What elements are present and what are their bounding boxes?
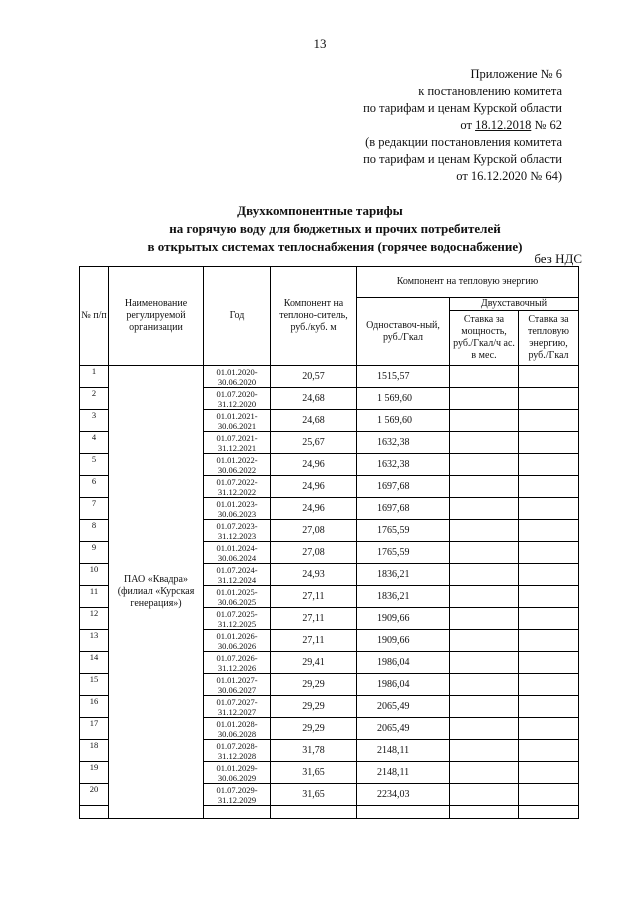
appendix-line: Приложение № 6 (470, 67, 562, 81)
carrier-component-cell: 27,08 (271, 542, 357, 564)
row-number: 9 (80, 542, 109, 564)
carrier-component-cell: 27,11 (271, 608, 357, 630)
energy-rate-cell (519, 520, 579, 542)
period-cell: 01.01.2023-30.06.2023 (204, 498, 271, 520)
carrier-component-cell: 29,41 (271, 652, 357, 674)
capacity-rate-cell (450, 542, 519, 564)
single-rate-cell: 1909,66 (357, 630, 450, 652)
capacity-rate-cell (450, 630, 519, 652)
period-cell: 01.01.2029-30.06.2029 (204, 762, 271, 784)
carrier-component-cell: 29,29 (271, 718, 357, 740)
single-rate-cell: 1697,68 (357, 476, 450, 498)
single-rate-cell: 2148,11 (357, 740, 450, 762)
period-cell: 01.07.2027-31.12.2027 (204, 696, 271, 718)
carrier-component-cell: 24,96 (271, 498, 357, 520)
row-number: 13 (80, 630, 109, 652)
single-rate-cell: 1515,57 (357, 366, 450, 388)
capacity-rate-cell (450, 388, 519, 410)
capacity-rate-cell (450, 520, 519, 542)
energy-rate-cell (519, 652, 579, 674)
organization-name: ПАО «Квадра» (филиал «Курская генерация») (109, 366, 204, 819)
capacity-rate-cell (450, 586, 519, 608)
period-cell: 01.01.2025-30.06.2025 (204, 586, 271, 608)
carrier-component-cell: 24,68 (271, 388, 357, 410)
carrier-component-cell: 24,68 (271, 410, 357, 432)
single-rate-cell: 1632,38 (357, 454, 450, 476)
page-number: 13 (313, 36, 327, 51)
energy-rate-cell (519, 542, 579, 564)
period-cell: 01.07.2023-31.12.2023 (204, 520, 271, 542)
period-cell: 01.07.2021-31.12.2021 (204, 432, 271, 454)
period-cell: 01.01.2027-30.06.2027 (204, 674, 271, 696)
single-rate-cell: 1632,38 (357, 432, 450, 454)
appendix-line: к постановлению комитета (418, 84, 562, 98)
capacity-rate-cell (450, 366, 519, 388)
empty-cell (450, 806, 519, 819)
capacity-rate-cell (450, 410, 519, 432)
header-single: Одноставоч-ный, руб./Гкал (357, 298, 450, 366)
header-capacity: Ставка за мощность, руб./Гкал/ч ас. в мес. (450, 311, 519, 366)
row-number: 8 (80, 520, 109, 542)
table-row (80, 366, 579, 388)
vat-note: без НДС (534, 251, 582, 266)
single-rate-cell: 2065,49 (357, 696, 450, 718)
carrier-component-cell: 25,67 (271, 432, 357, 454)
row-number: 20 (80, 784, 109, 806)
capacity-rate-cell (450, 476, 519, 498)
energy-rate-cell (519, 674, 579, 696)
carrier-component-cell: 29,29 (271, 696, 357, 718)
single-rate-cell: 1909,66 (357, 608, 450, 630)
period-cell: 01.01.2026-30.06.2026 (204, 630, 271, 652)
energy-rate-cell (519, 630, 579, 652)
row-number: 10 (80, 564, 109, 586)
period-cell: 01.07.2024-31.12.2024 (204, 564, 271, 586)
title-line: Двухкомпонентные тарифы (237, 203, 403, 218)
single-rate-cell: 1986,04 (357, 652, 450, 674)
row-number: 6 (80, 476, 109, 498)
row-number: 2 (80, 388, 109, 410)
capacity-rate-cell (450, 696, 519, 718)
row-number: 5 (80, 454, 109, 476)
row-number: 14 (80, 652, 109, 674)
carrier-component-cell: 24,96 (271, 454, 357, 476)
row-number: 16 (80, 696, 109, 718)
period-cell: 01.01.2024-30.06.2024 (204, 542, 271, 564)
energy-rate-cell (519, 498, 579, 520)
energy-rate-cell (519, 608, 579, 630)
row-number: 15 (80, 674, 109, 696)
capacity-rate-cell (450, 432, 519, 454)
single-rate-cell: 1836,21 (357, 564, 450, 586)
capacity-rate-cell (450, 784, 519, 806)
row-number: 7 (80, 498, 109, 520)
appendix-line: (в редакции постановления комитета (365, 135, 562, 149)
capacity-rate-cell (450, 608, 519, 630)
header-carrier: Компонент на теплоно-ситель, руб./куб. м (271, 267, 357, 366)
single-rate-cell: 1697,68 (357, 498, 450, 520)
carrier-component-cell: 29,29 (271, 674, 357, 696)
period-cell: 01.07.2022-31.12.2022 (204, 476, 271, 498)
appendix-line: по тарифам и ценам Курской области (363, 152, 562, 166)
single-rate-cell: 1 569,60 (357, 388, 450, 410)
row-number: 4 (80, 432, 109, 454)
energy-rate-cell (519, 454, 579, 476)
empty-cell (271, 806, 357, 819)
empty-cell (80, 806, 109, 819)
period-cell: 01.07.2025-31.12.2025 (204, 608, 271, 630)
single-rate-cell: 1 569,60 (357, 410, 450, 432)
carrier-component-cell: 31,78 (271, 740, 357, 762)
energy-rate-cell (519, 410, 579, 432)
period-cell: 01.01.2021-30.06.2021 (204, 410, 271, 432)
carrier-component-cell: 31,65 (271, 784, 357, 806)
header-org: Наименование регулируемой организации (109, 267, 204, 366)
energy-rate-cell (519, 476, 579, 498)
tariff-table-body (80, 366, 579, 819)
period-cell: 01.07.2020-31.12.2020 (204, 388, 271, 410)
carrier-component-cell: 24,96 (271, 476, 357, 498)
period-cell: 01.01.2022-30.06.2022 (204, 454, 271, 476)
carrier-component-cell: 27,11 (271, 630, 357, 652)
resolution-number: 62 (549, 118, 562, 132)
carrier-component-cell: 24,93 (271, 564, 357, 586)
capacity-rate-cell (450, 740, 519, 762)
carrier-component-cell: 20,57 (271, 366, 357, 388)
capacity-rate-cell (450, 454, 519, 476)
capacity-rate-cell (450, 564, 519, 586)
document-title (0, 202, 640, 256)
row-number: 19 (80, 762, 109, 784)
carrier-component-cell: 27,11 (271, 586, 357, 608)
empty-cell (357, 806, 450, 819)
row-number: 11 (80, 586, 109, 608)
energy-rate-cell (519, 718, 579, 740)
appendix-block (302, 66, 562, 185)
period-cell: 01.01.2020-30.06.2020 (204, 366, 271, 388)
capacity-rate-cell (450, 718, 519, 740)
row-number: 17 (80, 718, 109, 740)
period-cell: 01.07.2029-31.12.2029 (204, 784, 271, 806)
energy-rate-cell (519, 564, 579, 586)
row-number: 1 (80, 366, 109, 388)
capacity-rate-cell (450, 762, 519, 784)
row-number: 3 (80, 410, 109, 432)
single-rate-cell: 2234,03 (357, 784, 450, 806)
carrier-component-cell: 27,08 (271, 520, 357, 542)
energy-rate-cell (519, 740, 579, 762)
header-year: Год (204, 267, 271, 366)
single-rate-cell: 1836,21 (357, 586, 450, 608)
row-number: 18 (80, 740, 109, 762)
capacity-rate-cell (450, 498, 519, 520)
single-rate-cell: 2148,11 (357, 762, 450, 784)
single-rate-cell: 1986,04 (357, 674, 450, 696)
empty-cell (204, 806, 271, 819)
appendix-line: от 18.12.2018 № 62 (460, 118, 562, 132)
header-num: № п/п (80, 267, 109, 366)
single-rate-cell: 1765,59 (357, 542, 450, 564)
period-cell: 01.01.2028-30.06.2028 (204, 718, 271, 740)
row-number: 12 (80, 608, 109, 630)
period-cell: 01.07.2026-31.12.2026 (204, 652, 271, 674)
appendix-line: по тарифам и ценам Курской области (363, 101, 562, 115)
energy-rate-cell (519, 784, 579, 806)
energy-rate-cell (519, 432, 579, 454)
energy-rate-cell (519, 762, 579, 784)
title-line: на горячую воду для бюджетных и прочих потребителей (169, 221, 501, 236)
energy-rate-cell (519, 586, 579, 608)
header-energy: Ставка за тепловую энергию, руб./Гкал (519, 311, 579, 366)
single-rate-cell: 1765,59 (357, 520, 450, 542)
capacity-rate-cell (450, 674, 519, 696)
single-rate-cell: 2065,49 (357, 718, 450, 740)
energy-rate-cell (519, 388, 579, 410)
capacity-rate-cell (450, 652, 519, 674)
header-heat-group: Компонент на тепловую энергию (357, 267, 579, 298)
resolution-date: 18.12.2018 (475, 118, 532, 132)
period-cell: 01.07.2028-31.12.2028 (204, 740, 271, 762)
empty-cell (519, 806, 579, 819)
appendix-line: от 16.12.2020 № 64) (456, 169, 562, 183)
tariff-table (79, 266, 579, 819)
energy-rate-cell (519, 366, 579, 388)
header-two-part: Двухставочный (450, 298, 579, 311)
carrier-component-cell: 31,65 (271, 762, 357, 784)
energy-rate-cell (519, 696, 579, 718)
title-line: в открытых системах теплоснабжения (горячее водоснабжение) (147, 239, 523, 254)
